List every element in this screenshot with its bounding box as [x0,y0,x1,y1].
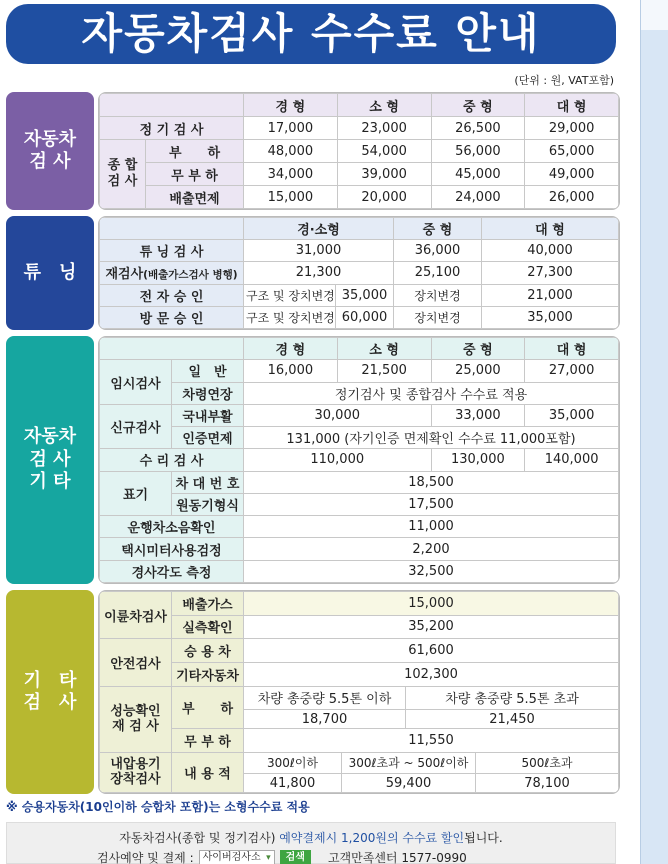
page-title: 자동차검사 수수료 안내 [6,4,616,64]
value-cell: 31,000 [244,240,394,262]
value-cell: 24,000 [431,186,525,209]
vehicle-inspection-table [99,93,619,209]
value-cell: 35,000 [336,284,394,306]
value-cell: 26,000 [525,186,619,209]
notice-text-end: 됩니다. [464,831,503,845]
value-cell: 40,000 [482,240,619,262]
value-cell: 11,000 [244,516,619,538]
value-cell: 21,450 [406,710,619,729]
value-cell: 130,000 [431,449,525,471]
value-cell: 35,000 [482,306,619,328]
chevron-down-icon: ▾ [266,852,271,863]
group-label: 임시검사 [100,360,172,405]
header-cell: 중 형 [394,218,482,240]
header-cell: 중 형 [431,94,525,117]
value-cell: 34,000 [244,163,338,186]
header-cell: 경 형 [244,338,338,360]
row-label: 경사각도 측정 [100,560,244,582]
group-label: 표기 [100,471,172,516]
row-label: 승 용 차 [172,639,244,663]
header-cell: 소 형 [337,94,431,117]
row-label [100,262,244,284]
value-cell: 18,700 [244,710,406,729]
value-cell: 26,500 [431,117,525,140]
value-cell: 27,300 [482,262,619,284]
row-label: 수 리 검 사 [100,449,244,471]
sub-label: 구조 및 장치변경 [244,306,336,328]
value-cell: 49,000 [525,163,619,186]
header-cell: 대 형 [482,218,619,240]
corner-cell [100,338,244,360]
sub-header: 차량 총중량 5.5톤 초과 [406,686,619,710]
value-cell: 21,300 [244,262,394,284]
value-cell: 27,000 [525,360,619,382]
notice-text: 자동차검사(종합 및 정기검사) [119,831,276,845]
row-label: 차 대 번 호 [172,471,244,493]
value-cell: 17,500 [244,493,619,515]
section-label: 자동차 검 사 [6,92,94,210]
value-cell: 102,300 [244,662,619,686]
reservation-footer [6,822,616,864]
row-label: 일 반 [172,360,244,382]
other-vehicle-table [99,337,619,583]
value-cell: 110,000 [244,449,432,471]
customer-center: 고객만족센터 1577-0990 [327,851,467,864]
corner-cell [100,218,244,240]
value-cell: 15,000 [244,186,338,209]
value-cell: 20,000 [337,186,431,209]
value-cell: 32,500 [244,560,619,582]
right-scroll-panel [640,0,668,864]
row-label: 전 자 승 인 [100,284,244,306]
value-cell: 78,100 [476,774,619,793]
value-cell: 41,800 [244,774,342,793]
value-cell: 45,000 [431,163,525,186]
row-label: 무 부 하 [146,163,244,186]
row-label: 정 기 검 사 [100,117,244,140]
value-cell: 29,000 [525,117,619,140]
value-cell: 39,000 [337,163,431,186]
row-label: 실측확인 [172,615,244,639]
sub-header: 300ℓ초과 ~ 500ℓ이하 [342,752,476,773]
row-label: 방 문 승 인 [100,306,244,328]
section-label: 기 타 검 사 [6,590,94,794]
row-label: 인증면제 [172,427,244,449]
sub-header: 300ℓ이하 [244,752,342,773]
reservation-row [97,849,467,864]
value-cell: 16,000 [244,360,338,382]
group-label: 이륜차검사 [100,592,172,639]
value-cell: 21,000 [482,284,619,306]
row-label: 운행차소음확인 [100,516,244,538]
row-label: 부 하 [172,686,244,729]
search-button[interactable]: 검색 [280,850,311,864]
value-cell: 30,000 [244,404,432,426]
tuning-table [99,217,619,329]
sub-label: 장치변경 [394,284,482,306]
corner-cell [100,94,244,117]
value-cell: 25,100 [394,262,482,284]
header-cell: 경·소형 [244,218,394,240]
header-cell: 대 형 [525,338,619,360]
row-label: 택시미터사용검정 [100,538,244,560]
value-cell: 11,550 [244,729,619,753]
row-label-main: 재검사 [105,267,144,283]
group-label: 종 합 검 사 [100,140,146,209]
sub-header: 500ℓ초과 [476,752,619,773]
other-inspection-table [99,591,619,793]
group-label: 안전검사 [100,639,172,686]
value-cell: 56,000 [431,140,525,163]
row-label: 차령연장 [172,382,244,404]
value-cell: 35,200 [244,615,619,639]
footnote: ※ 승용자동차(10인이하 승합차 포함)는 소형수수료 적용 [6,800,310,814]
value-cell: 65,000 [525,140,619,163]
row-label: 원동기형식 [172,493,244,515]
value-cell: 36,000 [394,240,482,262]
value-cell: 21,500 [337,360,431,382]
section-label: 자동차 검 사 기 타 [6,336,94,584]
section-label: 튜 닝 [6,216,94,330]
header-cell: 경 형 [244,94,338,117]
row-label: 부 하 [146,140,244,163]
value-cell: 59,400 [342,774,476,793]
value-cell: 60,000 [336,306,394,328]
group-label: 성능확인 재 검 사 [100,686,172,752]
value-cell: 54,000 [337,140,431,163]
reservation-label: 검사예약 및 결제 : [97,851,194,864]
value-cell: 140,000 [525,449,619,471]
value-cell: 48,000 [244,140,338,163]
group-label: 신규검사 [100,404,172,449]
row-label: 배출면제 [146,186,244,209]
value-cell: 25,000 [431,360,525,382]
notice-highlight: 예약결제시 1,200원의 수수료 할인 [279,831,465,845]
row-label: 내 용 적 [172,752,244,792]
row-label: 배출가스 [172,592,244,616]
value-cell: 131,000 (자기인증 면제확인 수수료 11,000포함) [244,427,619,449]
value-cell: 33,000 [431,404,525,426]
discount-notice [7,829,615,846]
row-label: 튜 닝 검 사 [100,240,244,262]
unit-note: (단위 : 원, VAT포함) [514,74,614,87]
value-cell: 2,200 [244,538,619,560]
row-label: 기타자동차 [172,662,244,686]
sub-header: 차량 총중량 5.5톤 이하 [244,686,406,710]
sub-label: 구조 및 장치변경 [244,284,336,306]
row-label: 무 부 하 [172,729,244,753]
header-cell: 소 형 [337,338,431,360]
value-cell: 정기검사 및 종합검사 수수료 적용 [244,382,619,404]
sub-label: 장치변경 [394,306,482,328]
value-cell: 17,000 [244,117,338,140]
group-label: 내압용기 장착검사 [100,752,172,792]
value-cell: 15,000 [244,592,619,616]
value-cell: 18,500 [244,471,619,493]
row-label: 국내부활 [172,404,244,426]
row-label-sub: (배출가스검사 병행) [143,269,238,282]
site-select-value: 사이버검사소 [202,851,261,863]
value-cell: 23,000 [337,117,431,140]
header-cell: 대 형 [525,94,619,117]
header-cell: 중 형 [431,338,525,360]
site-select[interactable] [199,850,275,864]
value-cell: 61,600 [244,639,619,663]
value-cell: 35,000 [525,404,619,426]
